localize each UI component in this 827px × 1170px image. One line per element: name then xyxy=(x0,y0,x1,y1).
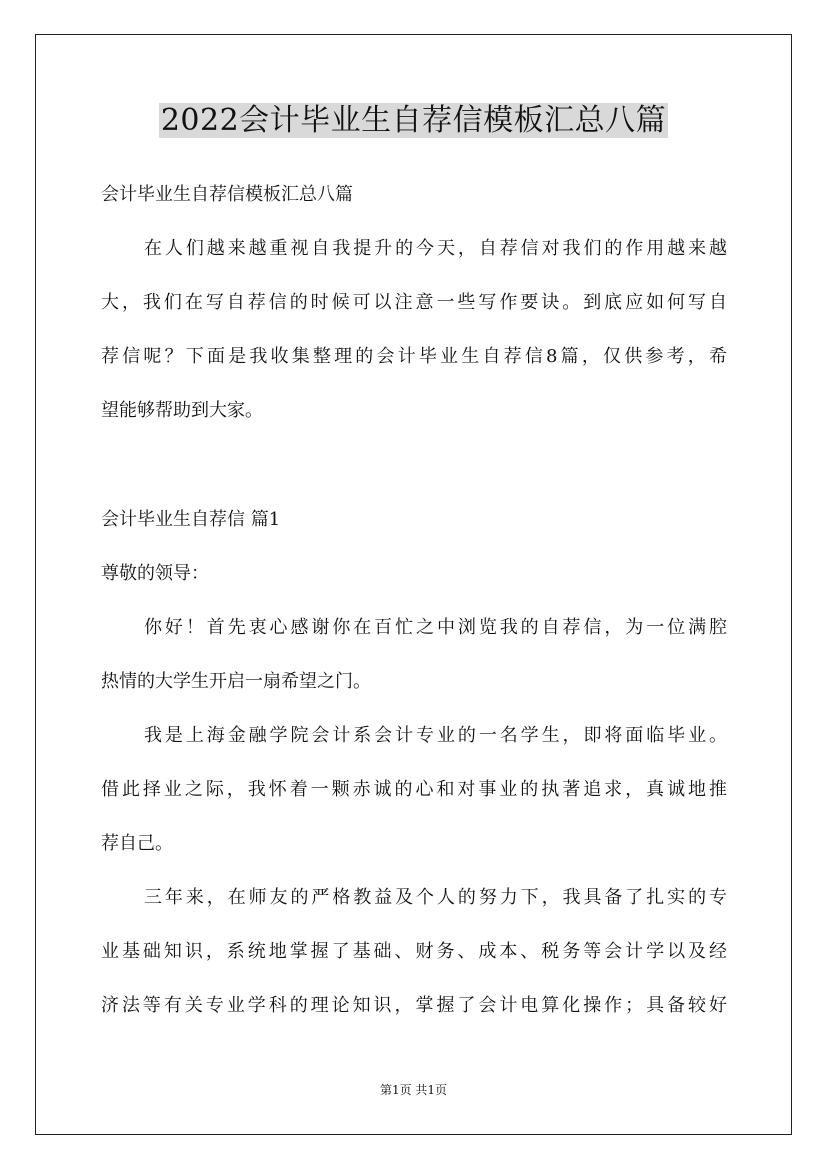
intro-line-1: 在人们越来越重视自我提升的今天，自荐信对我们的作用越来越 xyxy=(144,238,727,259)
para2-line-3: 荐自己。 xyxy=(101,833,173,854)
para2-line-1: 我是上海金融学院会计系会计专业的一名学生，即将面临毕业。 xyxy=(144,725,727,746)
salutation: 尊敬的领导： xyxy=(101,563,209,584)
para3-line-3: 济法等有关专业学科的理论知识，掌握了会计电算化操作；具备较好 xyxy=(101,995,727,1016)
document-title xyxy=(0,98,827,144)
para1-line-2: 热情的大学生开启一扇希望之门。 xyxy=(101,671,371,692)
document-title-text: 2022会计毕业生自荐信模板汇总八篇 xyxy=(160,103,667,138)
intro-line-4: 望能够帮助到大家。 xyxy=(101,400,263,421)
para3-line-2: 业基础知识，系统地掌握了基础、财务、成本、税务等会计学以及经 xyxy=(101,941,727,962)
page-footer: 第1页 共1页 xyxy=(379,1083,448,1097)
intro-line-2: 大，我们在写自荐信的时候可以注意一些写作要诀。到底应如何写自 xyxy=(101,292,727,313)
document-subtitle: 会计毕业生自荐信模板汇总八篇 xyxy=(101,184,353,205)
para2-line-2: 借此择业之际，我怀着一颗赤诚的心和对事业的执著追求，真诚地推 xyxy=(101,779,727,800)
para3-line-1: 三年来，在师友的严格教益及个人的努力下，我具备了扎实的专 xyxy=(144,887,727,908)
para1-line-1: 你好！首先衷心感谢你在百忙之中浏览我的自荐信，为一位满腔 xyxy=(144,617,727,638)
section-heading: 会计毕业生自荐信 篇1 xyxy=(101,509,281,530)
intro-line-3: 荐信呢？下面是我收集整理的会计毕业生自荐信8篇，仅供参考，希 xyxy=(101,346,727,367)
